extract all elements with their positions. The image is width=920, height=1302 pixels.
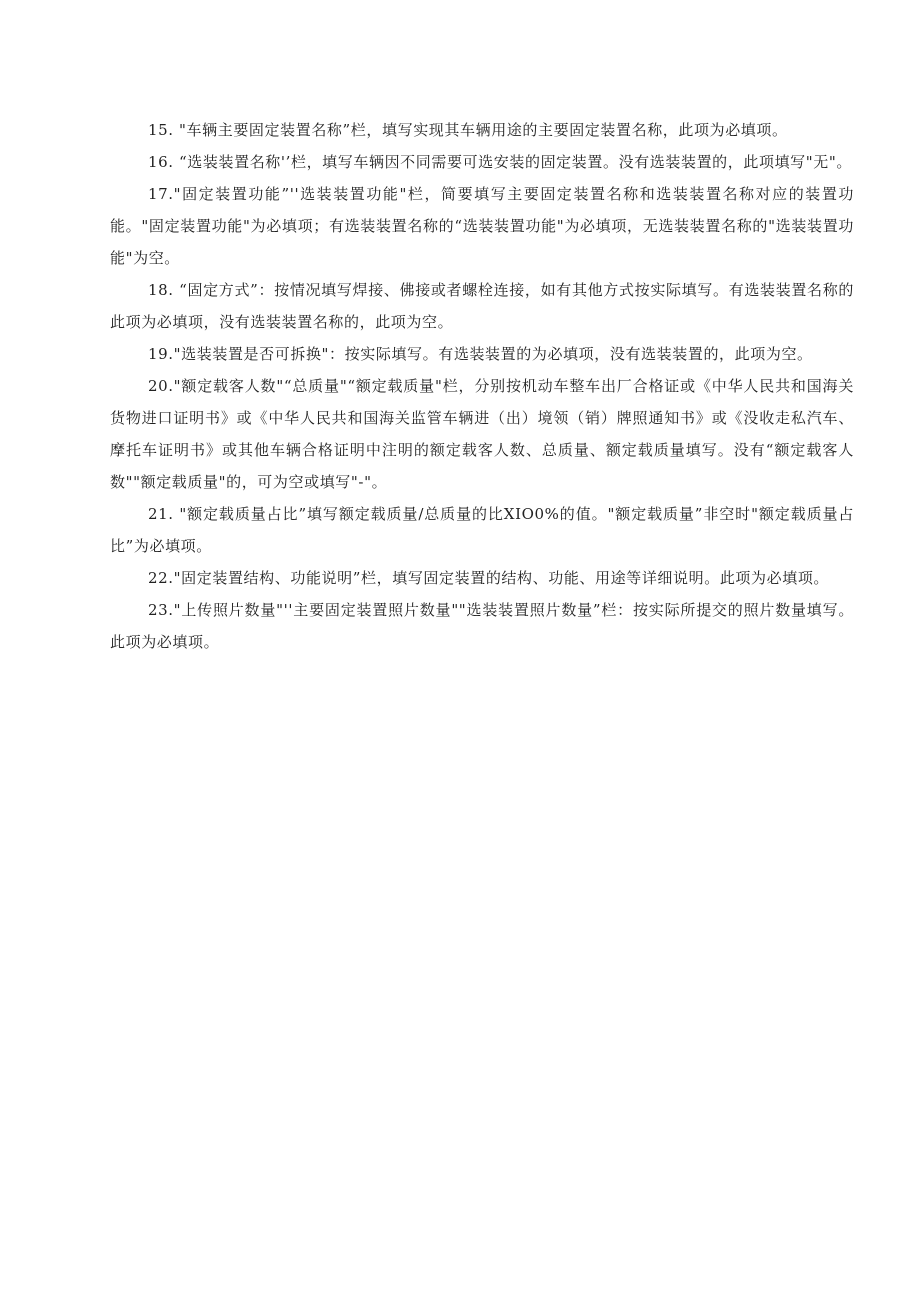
paragraph-16: 16. “选装装置名称'’栏，填写车辆因不同需要可选安装的固定装置。没有选装装置的，此项填写"无"。 (148, 153, 852, 171)
paragraph-19: 19."选装装置是否可拆换"：按实际填写。有选装装置的为必填项，没有选装装置的，此项为空。 (148, 345, 813, 363)
paragraph-18: 18. “固定方式”：按情况填写焊接、佛接或者螺栓连接，如有其他方式按实际填写。有选装装置名称的此项为必填项，没有选装装置名称的，此项为空。 (110, 281, 854, 331)
paragraph-23: 23."上传照片数量"''主要固定装置照片数量""选装装置照片数量”栏：按实际所提交的照片数量填写。此项为必填项。 (110, 601, 854, 651)
paragraph-15: 15. "车辆主要固定装置名称”栏，填写实现其车辆用途的主要固定装置名称，此项为必填项。 (148, 121, 788, 139)
document-body (110, 114, 854, 658)
paragraph-22: 22."固定装置结构、功能说明”栏，填写固定装置的结构、功能、用途等详细说明。此项为必填项。 (148, 569, 830, 587)
paragraph-20: 20."额定载客人数"“总质量"“额定载质量"栏，分别按机动车整车出厂合格证或《中华人民共和国海关货物进口证明书》或《中华人民共和国海关监管车辆进（出）境领（销）牌照通知书》或《没收走私汽车、摩托车证明书》或其他车辆合格证明中注明的额定载客人数、总质量、额定载质量填写。没有“额定载客人数""额定载质量"的，可为空或填写"-"。 (110, 377, 854, 491)
paragraph-21: 21. "额定载质量占比”填写额定载质量/总质量的比XIO0%的值。"额定载质量”非空时"额定载质量占比”为必填项。 (110, 505, 854, 555)
paragraph-17: 17."固定装置功能”''选装装置功能"栏，简要填写主要固定装置名称和选装装置名称对应的装置功能。"固定装置功能"为必填项；有选装装置名称的“选装装置功能"为必填项，无选装装置名称的"选装装置功能"为空。 (110, 185, 854, 267)
